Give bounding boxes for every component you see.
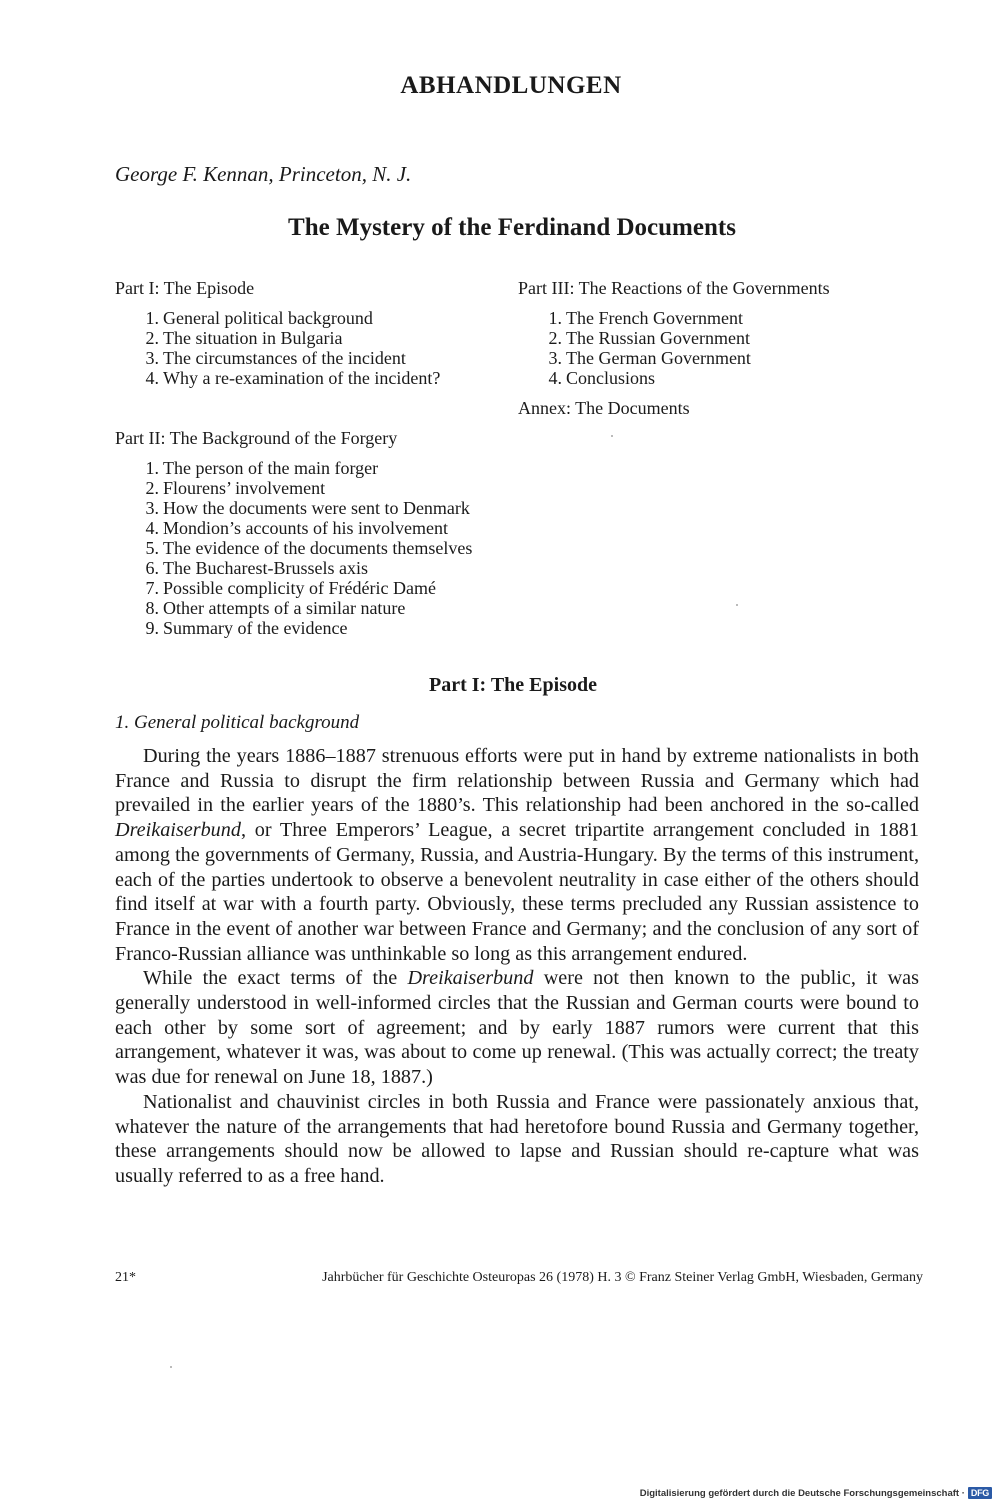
digitization-text: Digitalisierung gefördert durch die Deutsche Forschungsgemeinschaft · [639,1487,965,1499]
scan-speck [170,1366,172,1368]
toc-annex: Annex: The Documents [518,398,690,418]
article-title: The Mystery of the Ferdinand Documents [288,214,736,241]
toc-item: 7. Possible complicity of Frédéric Damé [145,578,436,598]
toc-item: 3. The German Government [548,348,751,368]
toc-part3-heading: Part III: The Reactions of the Governments [518,278,830,298]
toc-item: 5. The evidence of the documents themselves [145,538,473,558]
paragraph: During the years 1886–1887 strenuous efforts were put in hand by extreme nationalists in both France and Russia to disrupt the firm relationship between Russia and Germany which had prevailed in the earlier years of the 1880’s. This relationship had been anchored in the so-called Dreikaiserbund, or Three Emperors’ League, a secret tripartite arrangement concluded in 1881 among the governments of Germany, Russia, and Austria-Hungary. By the terms of this instrument, each of the parties undertook to observe a benevolent neutrality in case either of the others should find itself at war with a fourth party. Obviously, these terms precluded any Russian assistence to France in the event of another war between France and Germany; and the conclusion of any sort of Franco-Russian alliance was unthinkable so long as this arrangement endured. [115,745,919,965]
toc-item: 1. General political background [145,308,373,328]
toc-item: 4. Conclusions [548,368,656,388]
toc-part2-list [115,458,472,638]
paragraph: Nationalist and chauvinist circles in both Russia and France were passionately anxious that, whatever the nature of the arrangements that had heretofore bound Russia and Germany together, these arrangements should now be allowed to lapse and Russian should re-capture what was usually referred to as a free hand. [115,1090,919,1187]
toc-item: 2. The Russian Government [548,328,750,348]
toc-item: 6. The Bucharest-Brussels axis [145,558,368,578]
author-line: George F. Kennan, Princeton, N. J. [115,162,412,186]
body-text [115,744,919,1189]
digitization-notice [640,1487,992,1499]
toc-part2 [115,428,472,638]
paragraph: While the exact terms of the Dreikaiserbund were not then known to the public, it was generally understood in well-informed circles that the Russian and German courts were bound to each other by some sort of agreement; and by early 1887 rumors were current that this arrangement, whatever it was, was about to come up renewal. (This was actually correct; the treaty was due for renewal on June 18, 1887.) [115,967,919,1089]
toc-item: 4. Why a re-examination of the incident? [145,368,441,388]
part-heading: Part I: The Episode [429,674,597,696]
toc-item: 1. The French Government [548,308,743,328]
scan-speck [736,604,738,606]
toc-item: 1. The person of the main forger [145,458,379,478]
section-heading: ABHANDLUNGEN [400,72,622,99]
page-footer [115,1270,923,1286]
toc-item: 2. Flourens’ involvement [145,478,326,498]
toc-item: 3. The circumstances of the incident [145,348,406,368]
toc-part1-heading: Part I: The Episode [115,278,255,298]
scan-speck [611,435,613,437]
toc-item: 2. The situation in Bulgaria [145,328,343,348]
subsection-heading: 1. General political background [115,712,360,733]
toc-part1 [115,278,440,388]
toc-part3-list [518,308,830,388]
toc-item: 9. Summary of the evidence [145,618,348,638]
page-marker: 21* [115,1270,136,1285]
toc-item: 3. How the documents were sent to Denmark [145,498,470,518]
toc-item: 8. Other attempts of a similar nature [145,598,406,618]
toc-part3 [518,278,830,388]
toc-item: 4. Mondion’s accounts of his involvement [145,518,448,538]
toc-part2-heading: Part II: The Background of the Forgery [115,428,398,448]
toc-part1-list [115,308,440,388]
journal-citation: Jahrbücher für Geschichte Osteuropas 26 (1978) H. 3 © Franz Steiner Verlag GmbH, Wiesbaden, Germany [322,1270,923,1285]
dfg-logo: DFG [968,1487,992,1499]
